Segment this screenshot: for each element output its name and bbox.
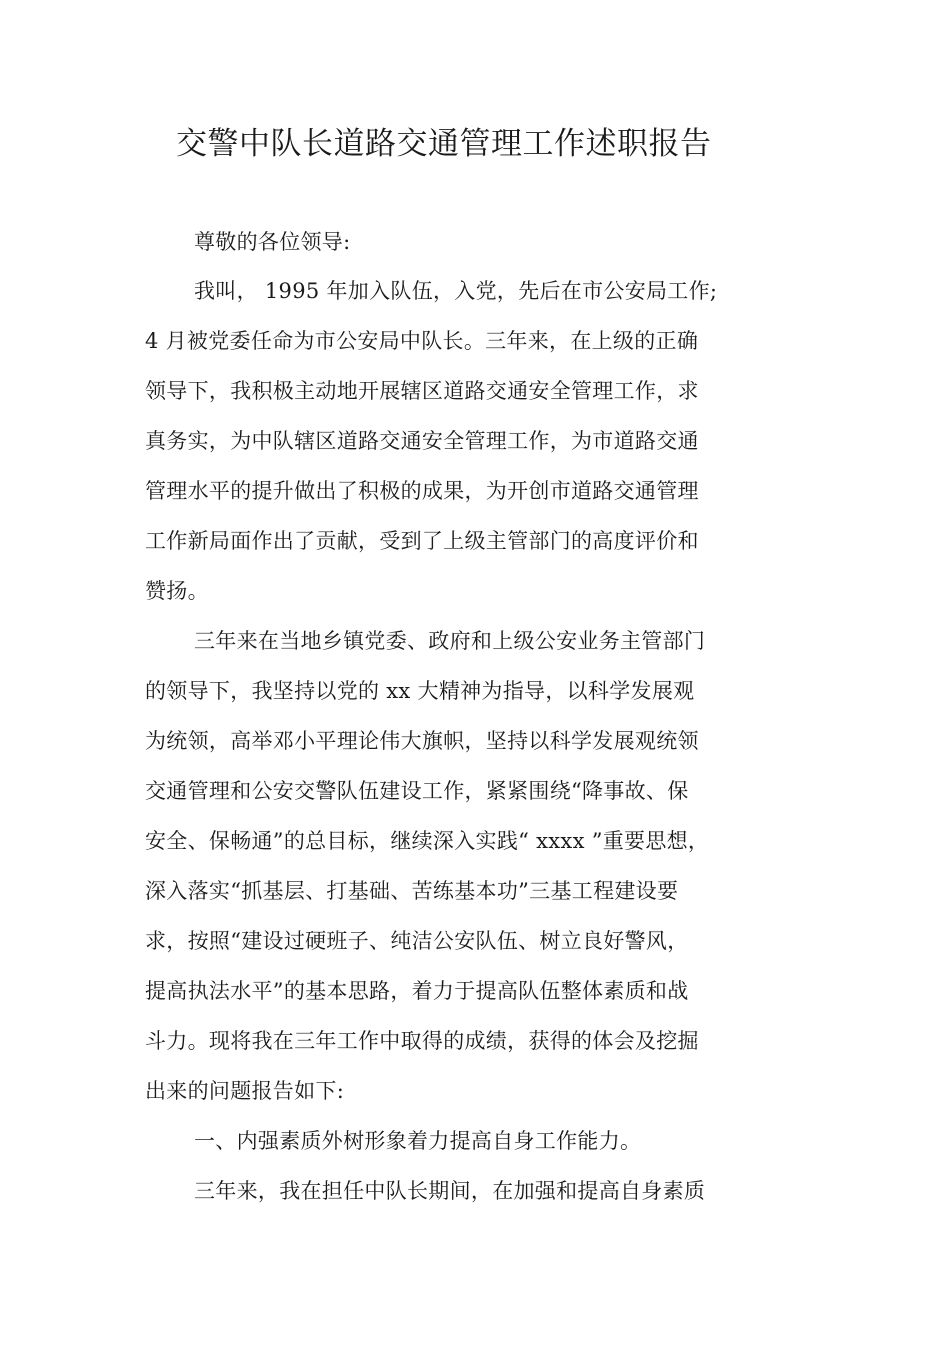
paragraph-line: 交通管理和公安交警队伍建设工作，紧紧围绕“降事故、保: [145, 779, 689, 803]
paragraph-line: 安全、保畅通”的总目标，继续深入实践“ xxxx ”重要思想，: [145, 829, 710, 853]
document-title: 交警中队长道路交通管理工作述职报告: [176, 126, 712, 162]
paragraph-line: 提高执法水平”的基本思路，着力于提高队伍整体素质和战: [145, 979, 689, 1003]
paragraph-line: 斗力。现将我在三年工作中取得的成绩，获得的体会及挖掘: [145, 1029, 699, 1053]
section-heading: 一、内强素质外树形象着力提高自身工作能力。: [194, 1129, 642, 1153]
paragraph-line: 三年来，我在担任中队长期间，在加强和提高自身素质: [194, 1179, 706, 1203]
paragraph-line: 三年来在当地乡镇党委、政府和上级公安业务主管部门: [194, 629, 706, 653]
paragraph-line: 深入落实“抓基层、打基础、苦练基本功”三基工程建设要: [145, 879, 679, 903]
paragraph-line: 4 月被党委任命为市公安局中队长。三年来，在上级的正确: [145, 329, 699, 353]
paragraph-line: 为统领，高举邓小平理论伟大旗帜，坚持以科学发展观统领: [145, 729, 699, 753]
paragraph-line: 工作新局面作出了贡献，受到了上级主管部门的高度评价和: [145, 529, 699, 553]
paragraph-line: 赞扬。: [145, 579, 209, 603]
paragraph-line: 求，按照“建设过硬班子、纯洁公安队伍、树立良好警风，: [145, 929, 689, 953]
paragraph-line: 我叫， 1995 年加入队伍，入党，先后在市公安局工作;: [194, 279, 718, 303]
paragraph-line: 真务实，为中队辖区道路交通安全管理工作，为市道路交通: [145, 429, 699, 453]
paragraph-line: 的领导下，我坚持以党的 xx 大精神为指导，以科学发展观: [145, 679, 695, 703]
paragraph-line: 出来的问题报告如下:: [145, 1079, 345, 1103]
paragraph-line: 领导下，我积极主动地开展辖区道路交通安全管理工作，求: [145, 379, 699, 403]
salutation: 尊敬的各位领导:: [194, 230, 351, 254]
paragraph-line: 管理水平的提升做出了积极的成果，为开创市道路交通管理: [145, 479, 699, 503]
